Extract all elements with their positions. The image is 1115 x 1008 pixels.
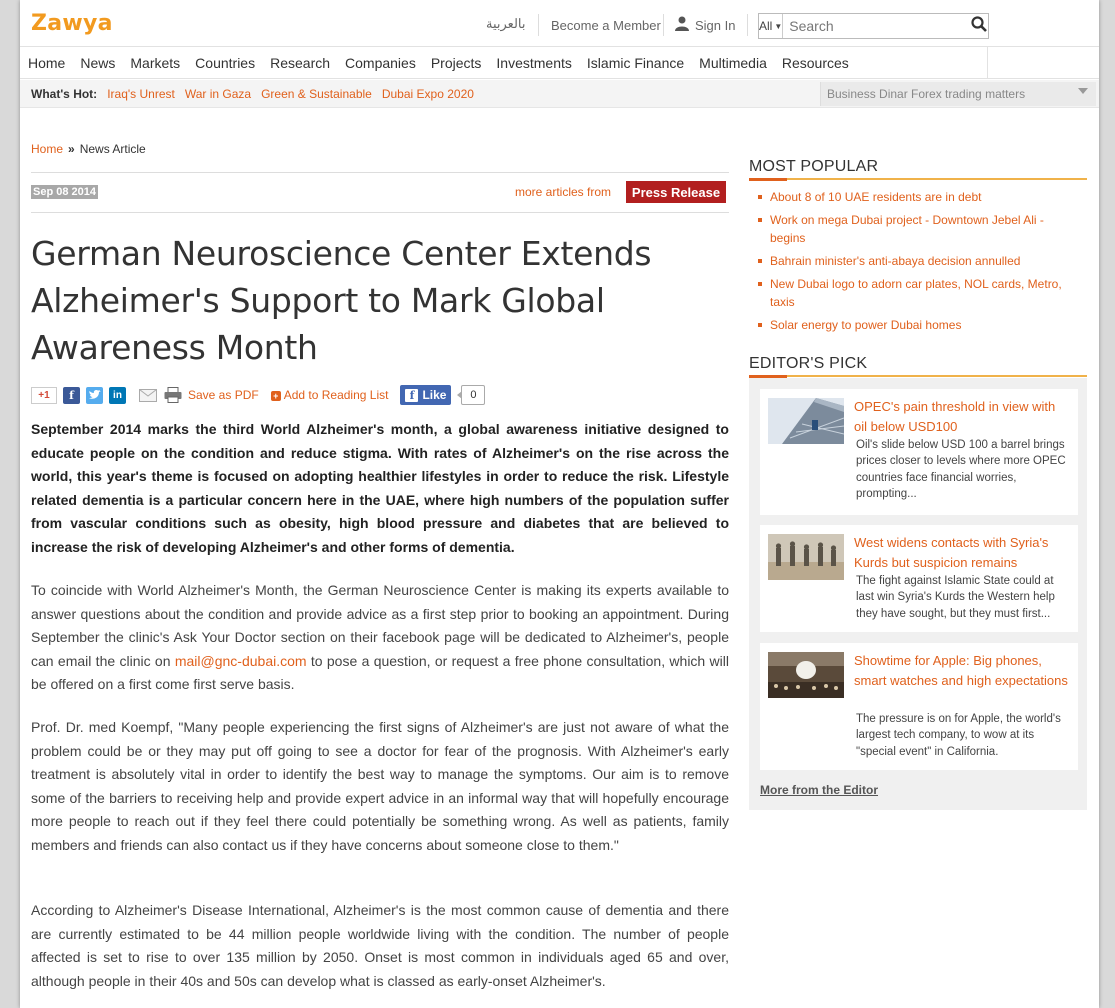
whats-hot-label: What's Hot:	[31, 87, 98, 101]
linkedin-icon[interactable]: in	[109, 387, 126, 404]
plus-icon: +	[271, 391, 281, 401]
popular-item[interactable]: Bahrain minister's anti-abaya decision annulled	[758, 252, 1068, 270]
ticker-text: Business Dinar Forex trading matters	[827, 87, 1026, 101]
nav-item-resources[interactable]: Resources	[781, 54, 849, 71]
heading-rule	[749, 375, 1087, 377]
nav-item-companies[interactable]: Companies	[345, 54, 416, 71]
share-toolbar	[31, 384, 485, 406]
hot-link[interactable]: Iraq's Unrest	[107, 87, 175, 101]
nav-item-islamic-finance[interactable]: Islamic Finance	[586, 54, 685, 71]
apple-store-thumbnail[interactable]	[768, 652, 844, 698]
heading-rule	[749, 178, 1087, 180]
editor-pick-card[interactable]	[760, 643, 1078, 770]
facebook-icon[interactable]: f	[63, 387, 80, 404]
editor-pick-card[interactable]	[760, 525, 1078, 632]
nav-item-news[interactable]: News	[80, 54, 116, 71]
breadcrumb-current: News Article	[79, 142, 146, 156]
press-release-badge[interactable]: Press Release	[626, 181, 726, 203]
breadcrumb	[31, 142, 146, 156]
popular-item[interactable]: Solar energy to power Dubai homes	[758, 316, 1068, 334]
breadcrumb-home[interactable]: Home	[31, 142, 64, 156]
paragraph-text: To coincide with World Alzheimer's Month, the German Neuroscience Center is making its experts available to answer questions about the condition and provide advice as a first step prior to booking an appointment. During September the clinic's Ask Your Doctor section on their facebook page will be dedicated to Alzheimer's, people can email the clinic on	[31, 582, 729, 669]
header-divider	[747, 14, 748, 36]
editor-pick-card[interactable]	[760, 389, 1078, 515]
editor-pick-description: The fight against Islamic State could at last win Syria's Kurds the Western help they have sought, but they must first...	[856, 575, 1055, 620]
header-divider	[538, 14, 539, 36]
hot-link[interactable]: Dubai Expo 2020	[381, 87, 474, 101]
page	[20, 0, 1099, 1008]
chevron-down-icon[interactable]	[1078, 88, 1088, 94]
nav-item-home[interactable]: Home	[28, 54, 66, 71]
nav-item-investments[interactable]: Investments	[496, 54, 572, 71]
nav-item-countries[interactable]: Countries	[195, 54, 256, 71]
sign-in-label: Sign In	[695, 17, 736, 33]
nav-item-multimedia[interactable]: Multimedia	[699, 54, 767, 71]
search-input[interactable]	[783, 18, 970, 34]
editor-pick-description: Oil's slide below USD 100 a barrel brings prices closer to levels where more OPEC countries face financial worries, prompting...	[856, 439, 1066, 501]
email-icon[interactable]	[138, 387, 157, 404]
reading-list-label: Add to Reading List	[283, 388, 389, 402]
article-lead: September 2014 marks the third World Alzheimer's month, a global awareness initiative designed to educate people on the condition and reduce stigma. With rates of Alzheimer's on the rise across the world, this year's theme is focused on adopting healthier lifestyles in order to reduce the risk. Lifestyle related dementia is a particular concern here in the UAE, where high numbers of the population suffer from vascular conditions such as obesity, high blood pressure and diabetes that are believed to increase the risk of developing Alzheimer's and other forms of dementia.	[31, 421, 729, 555]
editors-pick-panel	[749, 378, 1087, 810]
article-paragraph: Prof. Dr. med Koempf, "Many people experiencing the first signs of Alzheimer's are just not aware of what the problem could be or they may put off going to see a doctor for fear of the prognosis. With Alzheimer's early treatment is absolutely vital in order to identify the best way to manage the symptoms. Our aim is to remove some of the barriers to receiving help and provide expert advice in an informal way that will hopefully encourage more people to reach out if they feel there could potentially be something wrong. As well as patients, family members and friends can also contact us if they have concerns about someone close to them."	[31, 719, 729, 853]
soldiers-thumbnail[interactable]	[768, 534, 844, 580]
save-as-pdf-link[interactable]: Save as PDF	[188, 388, 259, 402]
nav-item-research[interactable]: Research	[270, 54, 331, 71]
search-icon	[971, 16, 987, 37]
paragraph-text: to pose a question, or request a free phone consultation, which will be offered on a first come first serve basis.	[31, 652, 729, 693]
article-date: Sep 08 2014	[33, 186, 96, 198]
search-box	[758, 13, 989, 39]
sign-in-link[interactable]	[675, 16, 735, 34]
article-paragraph: According to Alzheimer's Disease International, Alzheimer's is the most common cause of dementia and there are currently estimated to be 44 million people worldwide living with the condition. The number of people affected is set to rise to over 135 million by 2050. Onset is most common in individuals aged 65 and over, although people in their 40s and 50s can develop what is classed as early-onset Alzheimer's.	[31, 902, 729, 989]
editor-pick-title[interactable]: Showtime for Apple: Big phones, smart watches and high expectations	[854, 653, 1068, 688]
breadcrumb-separator: »	[68, 142, 75, 156]
twitter-icon[interactable]	[86, 387, 103, 404]
search-scope-select[interactable]	[759, 14, 783, 38]
divider	[31, 172, 729, 173]
hot-link[interactable]: War in Gaza	[184, 87, 252, 101]
heading-rule-accent	[749, 178, 787, 181]
facebook-icon: f	[405, 389, 418, 402]
like-count: 0	[461, 385, 485, 405]
zawya-logo[interactable]: Zawya	[31, 11, 113, 36]
editor-pick-title[interactable]: West widens contacts with Syria's Kurds but suspicion remains	[854, 535, 1049, 570]
search-button[interactable]	[970, 14, 988, 38]
most-popular-list	[758, 188, 1068, 339]
user-icon	[675, 16, 689, 34]
header-divider	[663, 14, 664, 36]
nav-item-markets[interactable]: Markets	[130, 54, 181, 71]
arabic-link[interactable]: بالعربية	[486, 16, 526, 31]
become-member-link[interactable]: Become a Member	[551, 18, 661, 33]
more-articles-link[interactable]: more articles from	[515, 185, 612, 199]
article-paragraph	[31, 579, 729, 697]
whats-hot-bar	[20, 80, 1099, 108]
editor-pick-title[interactable]: OPEC's pain threshold in view with oil below USD100	[854, 399, 1056, 434]
news-ticker[interactable]	[820, 82, 1096, 106]
facebook-like-button[interactable]	[400, 385, 451, 405]
editor-pick-description: The pressure is on for Apple, the world's largest tech company, to wow at its "special event" in California.	[856, 713, 1061, 758]
popular-item[interactable]: About 8 of 10 UAE residents are in debt	[758, 188, 1068, 206]
divider	[31, 212, 729, 213]
add-to-reading-list-link[interactable]	[271, 388, 389, 402]
more-from-editor-link[interactable]: More from the Editor	[760, 783, 879, 797]
main-nav	[20, 46, 1099, 79]
most-popular-heading: MOST POPULAR	[749, 158, 879, 175]
nav-divider	[987, 47, 988, 78]
google-plus-button[interactable]: +1	[31, 387, 57, 404]
editors-pick-heading: EDITOR'S PICK	[749, 355, 868, 372]
article-title: German Neuroscience Center Extends Alzheimer's Support to Mark Global Awareness Month	[31, 234, 652, 367]
hot-link[interactable]: Green & Sustainable	[261, 87, 372, 101]
print-icon[interactable]	[163, 387, 182, 404]
email-link[interactable]: mail@gnc-dubai.com	[174, 652, 307, 669]
chevron-down-icon: ▼	[774, 21, 783, 31]
building-thumbnail[interactable]	[768, 398, 844, 444]
popular-item[interactable]: Work on mega Dubai project - Downtown Jebel Ali - begins	[758, 211, 1068, 247]
like-label: Like	[422, 388, 447, 402]
search-scope-value: All	[759, 19, 773, 33]
popular-item[interactable]: New Dubai logo to adorn car plates, NOL cards, Metro, taxis	[758, 275, 1068, 311]
nav-item-projects[interactable]: Projects	[430, 54, 482, 71]
